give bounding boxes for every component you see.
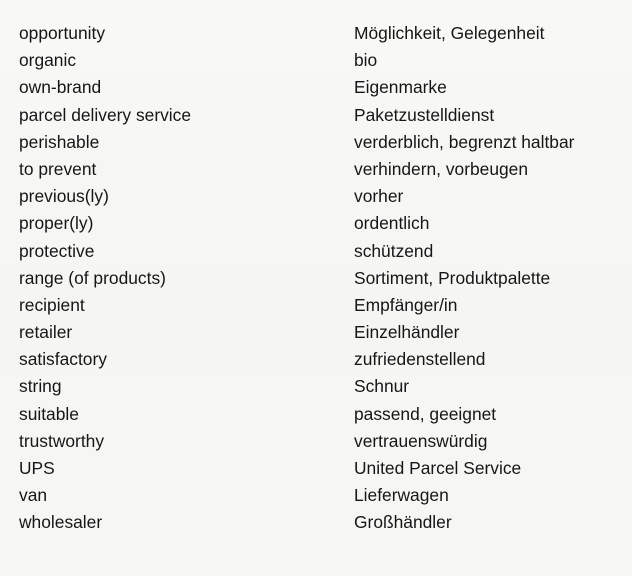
german-translation: Sortiment, Produktpalette	[354, 267, 551, 288]
german-translation: Großhändler	[354, 512, 452, 533]
german-translation: schützend	[354, 240, 434, 261]
english-term: protective	[19, 240, 95, 261]
german-translation: Empfänger/in	[354, 294, 458, 315]
german-translation: vorher	[354, 186, 404, 207]
english-term: satisfactory	[19, 349, 107, 370]
english-term: van	[19, 485, 48, 506]
german-translation: verderblich, begrenzt haltbar	[354, 131, 575, 152]
english-term: trustworthy	[19, 430, 105, 451]
vocab-row	[0, 102, 632, 129]
vocab-row	[0, 319, 632, 346]
vocab-row	[0, 156, 632, 183]
english-term: UPS	[19, 458, 55, 478]
german-translation: Paketzustelldienst	[354, 104, 495, 125]
english-term: own-brand	[19, 77, 102, 98]
english-term: proper(ly)	[19, 213, 94, 234]
german-translation: verhindern, vorbeugen	[354, 158, 529, 179]
vocab-row	[0, 428, 632, 455]
vocab-row	[0, 482, 632, 509]
english-term: previous(ly)	[19, 186, 109, 207]
vocab-row	[0, 129, 632, 156]
vocab-row	[0, 238, 632, 265]
german-translation: United Parcel Service	[354, 458, 522, 478]
vocab-row	[0, 183, 632, 210]
english-term: range (of products)	[19, 267, 166, 288]
vocab-row	[0, 20, 632, 47]
german-translation: Eigenmarke	[354, 77, 447, 98]
vocab-row	[0, 265, 632, 292]
english-term: recipient	[19, 294, 85, 315]
vocab-row	[0, 47, 632, 74]
vocab-row	[0, 455, 632, 482]
german-translation: Schnur	[354, 376, 410, 397]
german-translation: Einzelhändler	[354, 322, 460, 343]
english-term: perishable	[19, 131, 100, 152]
vocab-row	[0, 401, 632, 428]
english-term: suitable	[19, 403, 79, 424]
vocab-row	[0, 509, 632, 536]
german-translation: Lieferwagen	[354, 485, 449, 506]
german-translation: zufriedenstellend	[354, 349, 486, 370]
vocab-row	[0, 346, 632, 373]
german-translation: vertrauenswürdig	[354, 430, 488, 451]
german-translation: Möglichkeit, Gelegenheit	[354, 23, 545, 43]
english-term: organic	[19, 50, 77, 71]
vocab-row	[0, 292, 632, 319]
vocabulary-list	[0, 20, 632, 537]
english-term: retailer	[19, 322, 73, 343]
english-term: opportunity	[19, 23, 106, 43]
vocab-row	[0, 373, 632, 400]
german-translation: bio	[354, 50, 378, 71]
english-term: to prevent	[19, 158, 97, 179]
english-term: string	[19, 376, 62, 397]
vocab-row	[0, 74, 632, 101]
german-translation: ordentlich	[354, 213, 430, 234]
english-term: wholesaler	[19, 512, 103, 533]
english-term: parcel delivery service	[19, 104, 192, 125]
german-translation: passend, geeignet	[354, 403, 497, 424]
vocab-row	[0, 210, 632, 237]
